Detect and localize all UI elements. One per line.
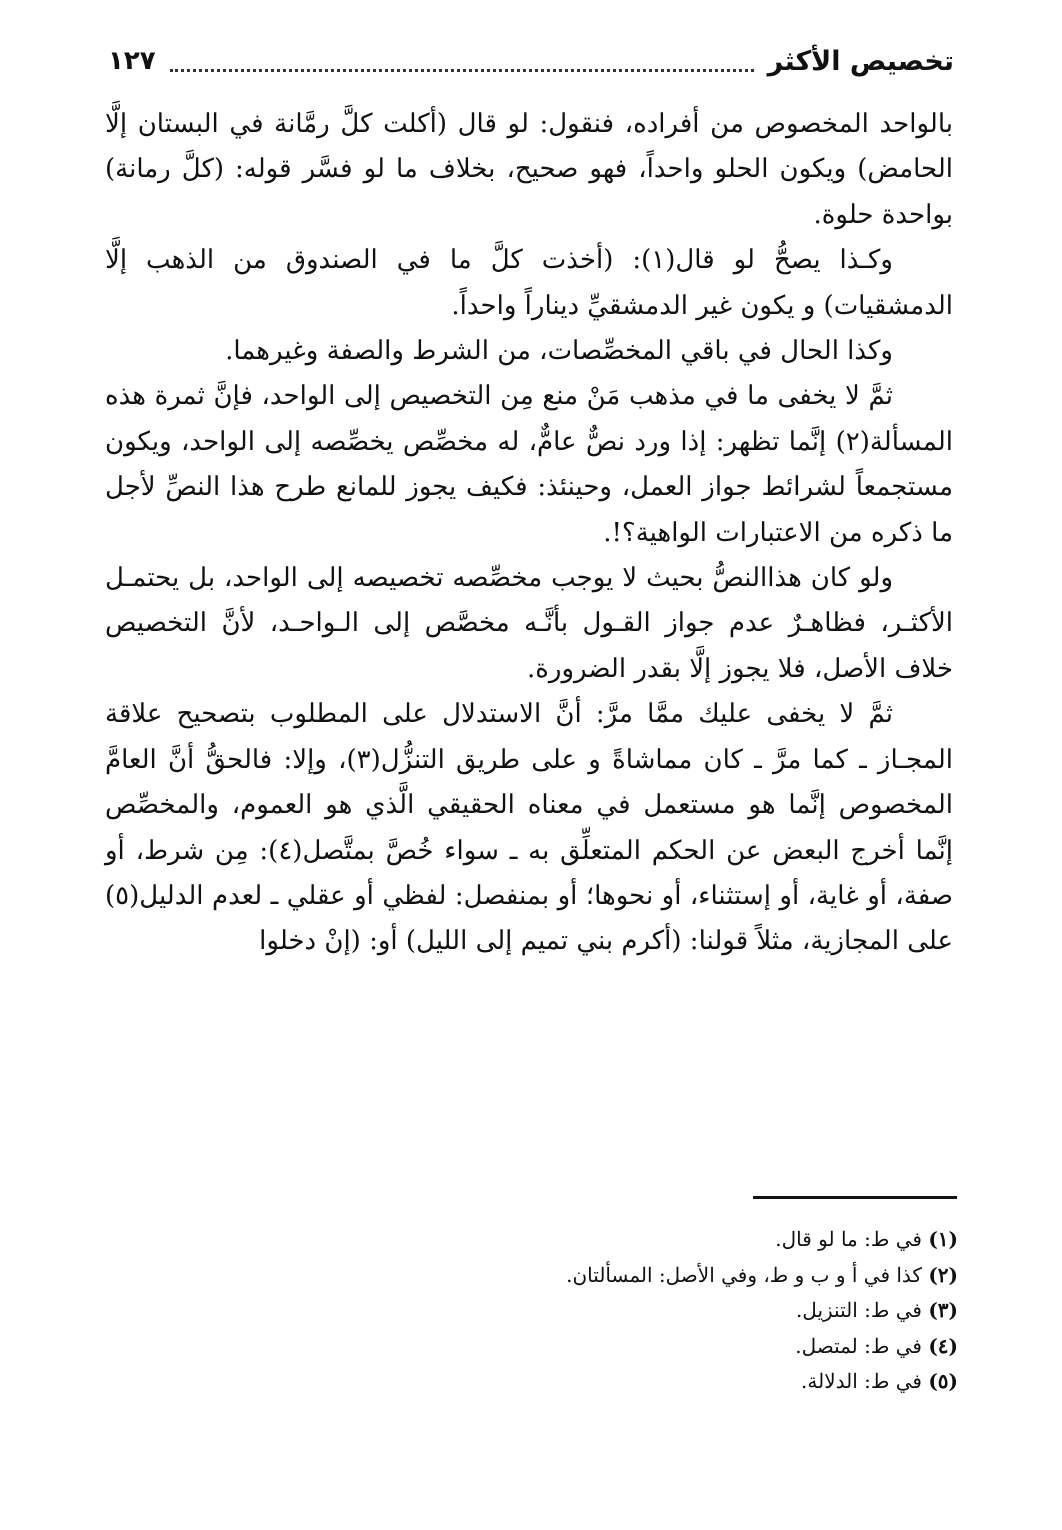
footnote-number: (٣) — [928, 1298, 958, 1323]
footnote-text: في ط: التنزيل. — [795, 1298, 922, 1323]
footnote-number: (٤) — [928, 1333, 958, 1358]
paragraph: ثمَّ لا يخفى عليك ممَّا مرَّ: أنَّ الاستدلال على المطلوب بتصحيح علاقة المجـاز ـ كما مرَّ ـ كان مماشاةً و على طريق التنزُّل(٣)، وإلا: فالحقُّ أنَّ العامَّ المخصوص إنَّما هو مستعمل في معناه الحقيقي الَّذي هو العموم، والمخصِّص إنَّما أخرج البعض عن الحكم المتعلِّق به ـ سواء خُصَّ بمتَّصل(٤): مِن شرط، أو صفة، أو غاية، أو إستثناء، أو نحوها؛ أو بمنفصل: لفظي أو عقلي ـ لعدم الدليل(٥) على المجازية، مثلاً قولنا: (أكرم بني تميم إلى الليل) أو: (إنْ دخلوا — [105, 699, 953, 957]
footnote — [108, 1293, 958, 1329]
paragraph: ثمَّ لا يخفى ما في مذهب مَنْ منع مِن التخصيص إلى الواحد، فإنَّ ثمرة هذه المسألة(٢) إنَّما تظهر: إذا ورد نصٌّ عامٌّ، له مخصِّص يخصِّصه إلى الواحد، ويكون مستجمعاً لشرائط جواز العمل، وحينئذ: فكيف يجوز للمانع طرح هذا النصِّ لأجل ما ذكره من الاعتبارات الواهية؟!. — [105, 381, 953, 548]
footnote-text: في ط: الدلالة. — [801, 1369, 922, 1394]
footnote-number: (١) — [928, 1227, 958, 1251]
footnote — [108, 1222, 958, 1258]
paragraph: وكـذا يصحُّ لو قال(١): (أخذت كلَّ ما في الصندوق من الذهب إلَّا الدمشقيات) و يكون غير الدمشقيِّ ديناراً واحداً. — [105, 245, 953, 321]
main-text — [105, 102, 953, 965]
footnote-text: في ط: لمتصل. — [795, 1333, 922, 1358]
footnote-text: كذا في أ و ب و ط، وفي الأصل: المسألتان. — [566, 1262, 922, 1287]
footnote — [108, 1329, 958, 1365]
footnotes — [108, 1222, 958, 1400]
footnote-separator — [753, 1196, 957, 1199]
footnote-number: (٢) — [928, 1262, 958, 1287]
page-header — [108, 38, 954, 84]
footnote — [108, 1364, 958, 1400]
dotted-leader — [170, 59, 754, 72]
page-number: ١٢٧ — [108, 46, 156, 76]
paragraph: بالواحد المخصوص من أفراده، فنقول: لو قال (أكلت كلَّ رمَّانة في البستان إلَّا الحامض) ويكون الحلو واحداً، فهو صحيح، بخلاف ما لو فسَّر قوله: (كلَّ رمانة) بواحدة حلوة. — [105, 109, 953, 230]
paragraph: وكذا الحال في باقي المخصِّصات، من الشرط والصفة وغيرهما. — [225, 336, 893, 367]
paragraph: ولو كان هذاالنصُّ بحيث لا يوجب مخصِّصه تخصيصه إلى الواحد، بل يحتمـل الأكثـر، فظاهـرٌ عدم جواز القـول بأنَّـه مخصَّص إلى الـواحـد، لأنَّ التخصيص خلاف الأصل، فلا يجوز إلَّا بقدر الضرورة. — [105, 563, 953, 684]
running-title: تخصيص الأكثر — [767, 45, 954, 77]
footnote — [108, 1258, 958, 1294]
footnote-number: (٥) — [928, 1369, 958, 1394]
footnote-text: في ط: ما لو قال. — [775, 1227, 922, 1251]
